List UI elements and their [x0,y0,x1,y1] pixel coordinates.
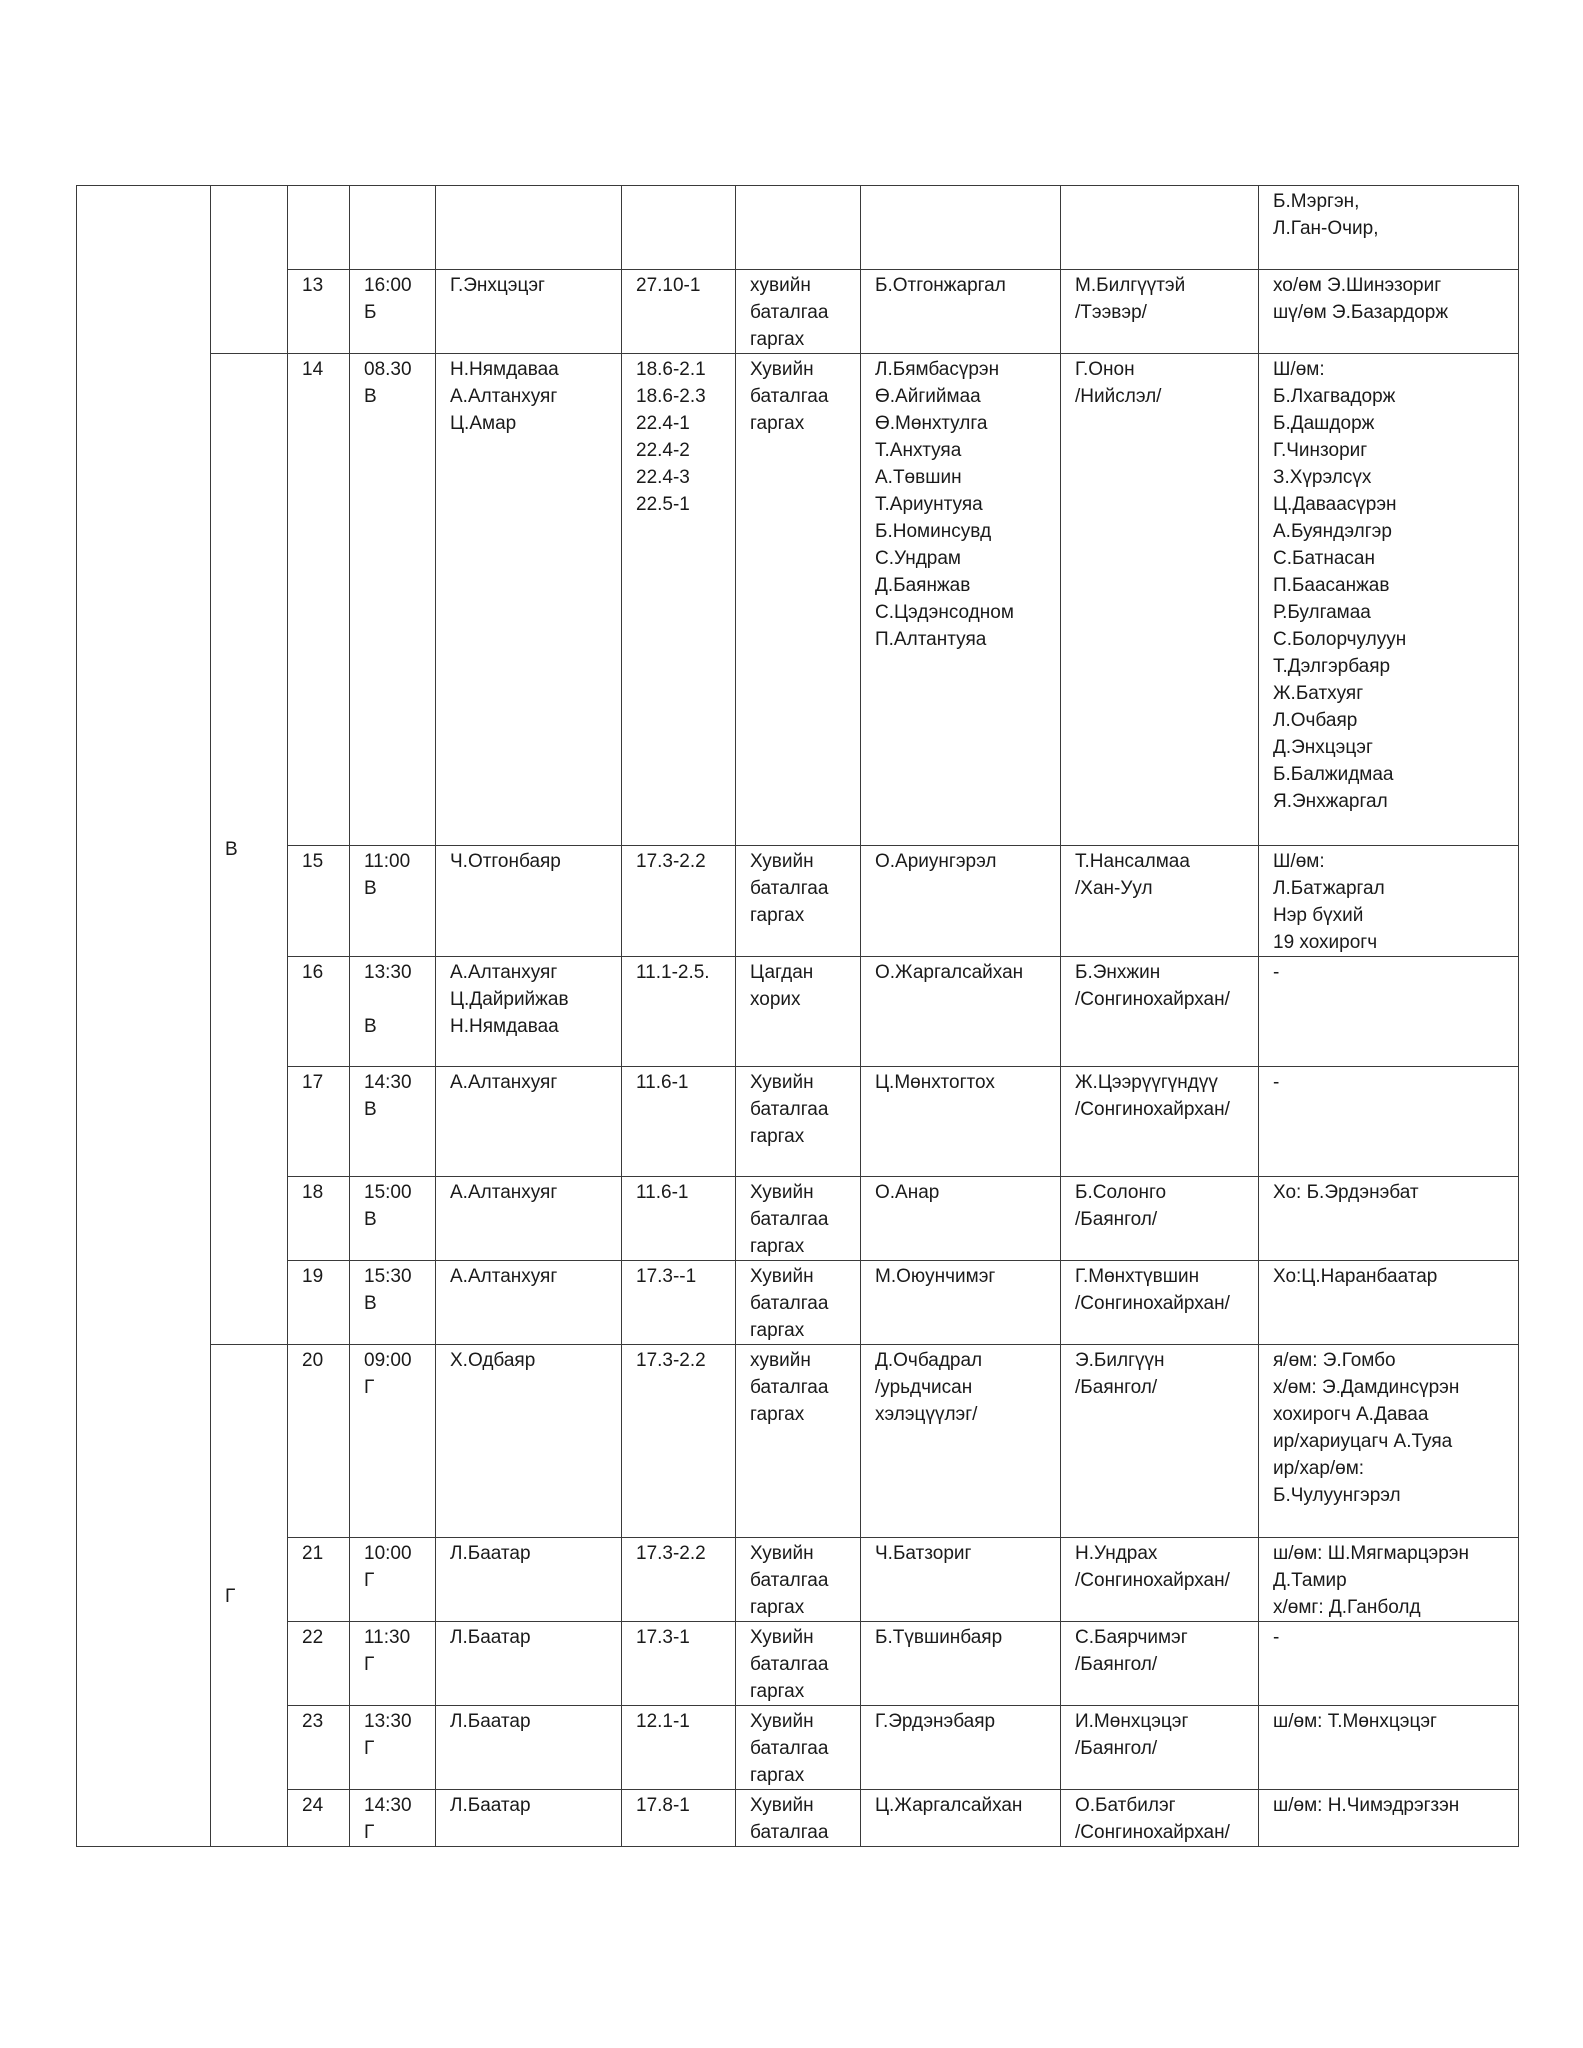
prosecutor-cell: Г.Мөнхтүвшин /Сонгинохайрхан/ [1061,1261,1259,1345]
table-row [77,846,1519,957]
judge-cell: Н.Нямдаваа А.Алтанхуяг Ц.Амар [436,354,622,846]
judge-cell: Х.Одбаяр [436,1345,622,1538]
number-cell: 24 [288,1790,350,1847]
accused-cell: Ц.Жаргалсайхан [861,1790,1061,1847]
article-cell: 11.6-1 [622,1067,736,1177]
notes-cell: Ш/өм: Б.Лхагвадорж Б.Дашдорж Г.Чинзориг З.Хүрэлсүх Ц.Даваасүрэн А.Буяндэлгэр С.Батнасан П.Баасанжав Р.Булгамаа С.Болорчулуун Т.Дэлгэрбаяр Ж.Батхуяг Л.Очбаяр Д.Энхцэцэг Б.Балжидмаа Я.Энхжаргал [1259,354,1519,846]
number-cell: 18 [288,1177,350,1261]
accused-cell: Л.Бямбасүрэн Ө.Айгиймаа Ө.Мөнхтулга Т.Анхтуяа А.Төвшин Т.Ариунтуяа Б.Номинсувд С.Ундрам Д.Баянжав С.Цэдэнсодном П.Алтантуяа [861,354,1061,846]
judge-cell: А.Алтанхуяг [436,1067,622,1177]
notes-cell: Хо: Б.Эрдэнэбат [1259,1177,1519,1261]
accused-cell: М.Оюунчимэг [861,1261,1061,1345]
judge-cell: А.Алтанхуяг [436,1177,622,1261]
number-cell: 16 [288,957,350,1067]
type-cell: Хувийн баталгаа гаргах [736,846,861,957]
group-cell-v: В [211,354,288,1345]
prosecutor-cell [1061,186,1259,270]
table-row [77,1067,1519,1177]
judge-cell: Г.Энхцэцэг [436,270,622,354]
accused-cell: О.Ариунгэрэл [861,846,1061,957]
judge-cell: А.Алтанхуяг [436,1261,622,1345]
table-row [77,354,1519,846]
time-cell: 11:00 В [350,846,436,957]
time-cell: 15:30 В [350,1261,436,1345]
article-cell: 12.1-1 [622,1706,736,1790]
notes-cell: ш/өм: Ш.Мягмарцэрэн Д.Тамир х/өмг: Д.Ганболд [1259,1538,1519,1622]
time-cell: 16:00 Б [350,270,436,354]
number-cell: 15 [288,846,350,957]
type-cell: Хувийн баталгаа гаргах [736,1538,861,1622]
number-cell: 13 [288,270,350,354]
prosecutor-cell: М.Билгүүтэй /Тээвэр/ [1061,270,1259,354]
table-row [77,1177,1519,1261]
accused-cell: Ц.Мөнхтогтох [861,1067,1061,1177]
prosecutor-cell: С.Баярчимэг /Баянгол/ [1061,1622,1259,1706]
notes-cell: - [1259,957,1519,1067]
judge-cell: Л.Баатар [436,1622,622,1706]
table-row [77,957,1519,1067]
time-cell: 13:30 В [350,957,436,1067]
number-cell: 19 [288,1261,350,1345]
notes-cell: хо/өм Э.Шинэзориг шү/өм Э.Базардорж [1259,270,1519,354]
notes-cell: ш/өм: Т.Мөнхцэцэг [1259,1706,1519,1790]
article-cell [622,186,736,270]
time-cell: 13:30 Г [350,1706,436,1790]
time-cell [350,186,436,270]
judge-cell: А.Алтанхуяг Ц.Дайрийжав Н.Нямдаваа [436,957,622,1067]
article-cell: 27.10-1 [622,270,736,354]
notes-cell: Хо:Ц.Наранбаатар [1259,1261,1519,1345]
group-cell-b [211,186,288,354]
number-cell: 21 [288,1538,350,1622]
type-cell: Хувийн баталгаа гаргах [736,1177,861,1261]
accused-cell: Г.Эрдэнэбаяр [861,1706,1061,1790]
number-cell: 22 [288,1622,350,1706]
accused-cell: Ч.Батзориг [861,1538,1061,1622]
number-cell [288,186,350,270]
type-cell: хувийн баталгаа гаргах [736,270,861,354]
accused-cell: Б.Отгонжаргал [861,270,1061,354]
notes-cell: - [1259,1622,1519,1706]
judge-cell: Ч.Отгонбаяр [436,846,622,957]
number-cell: 14 [288,354,350,846]
article-cell: 18.6-2.1 18.6-2.3 22.4-1 22.4-2 22.4-3 22.5-1 [622,354,736,846]
table-row [77,270,1519,354]
notes-cell: Ш/өм: Л.Батжаргал Нэр бүхий 19 хохирогч [1259,846,1519,957]
accused-cell: Б.Түвшинбаяр [861,1622,1061,1706]
time-cell: 11:30 Г [350,1622,436,1706]
time-cell: 10:00 Г [350,1538,436,1622]
prosecutor-cell: Г.Онон /Нийслэл/ [1061,354,1259,846]
type-cell: Хувийн баталгаа [736,1790,861,1847]
table-row [77,1261,1519,1345]
judge-cell [436,186,622,270]
notes-cell: - [1259,1067,1519,1177]
article-cell: 17.8-1 [622,1790,736,1847]
accused-cell: О.Жаргалсайхан [861,957,1061,1067]
number-cell: 17 [288,1067,350,1177]
table-row [77,1345,1519,1538]
prosecutor-cell: О.Батбилэг /Сонгинохайрхан/ [1061,1790,1259,1847]
prosecutor-cell: Т.Нансалмаа /Хан-Уул [1061,846,1259,957]
prosecutor-cell: Ж.Цээрүүгүндүү /Сонгинохайрхан/ [1061,1067,1259,1177]
table-row [77,186,1519,270]
type-cell [736,186,861,270]
table-row [77,1706,1519,1790]
document-page [76,185,1518,1847]
prosecutor-cell: И.Мөнхцэцэг /Баянгол/ [1061,1706,1259,1790]
accused-cell [861,186,1061,270]
notes-cell: Б.Мэргэн, Л.Ган-Очир, [1259,186,1519,270]
article-cell: 11.6-1 [622,1177,736,1261]
article-cell: 17.3-1 [622,1622,736,1706]
number-cell: 23 [288,1706,350,1790]
judge-cell: Л.Баатар [436,1706,622,1790]
prosecutor-cell: Н.Ундрах /Сонгинохайрхан/ [1061,1538,1259,1622]
notes-cell: я/өм: Э.Гомбо х/өм: Э.Дамдинсүрэн хохирогч А.Даваа ир/хариуцагч А.Туяа ир/хар/өм: Б.Чулуунгэрэл [1259,1345,1519,1538]
notes-cell: ш/өм: Н.Чимэдрэгзэн [1259,1790,1519,1847]
type-cell: Цагдан хорих [736,957,861,1067]
number-cell: 20 [288,1345,350,1538]
type-cell: Хувийн баталгаа гаргах [736,354,861,846]
table-row [77,1790,1519,1847]
time-cell: 14:30 Г [350,1790,436,1847]
group-cell-g: Г [211,1345,288,1847]
type-cell: Хувийн баталгаа гаргах [736,1261,861,1345]
article-cell: 17.3--1 [622,1261,736,1345]
accused-cell: О.Анар [861,1177,1061,1261]
time-cell: 14:30 В [350,1067,436,1177]
type-cell: Хувийн баталгаа гаргах [736,1622,861,1706]
prosecutor-cell: Б.Солонго /Баянгол/ [1061,1177,1259,1261]
article-cell: 17.3-2.2 [622,1345,736,1538]
accused-cell: Д.Очбадрал /урьдчисан хэлэцүүлэг/ [861,1345,1061,1538]
article-cell: 17.3-2.2 [622,1538,736,1622]
type-cell: Хувийн баталгаа гаргах [736,1067,861,1177]
prosecutor-cell: Б.Энхжин /Сонгинохайрхан/ [1061,957,1259,1067]
time-cell: 09:00 Г [350,1345,436,1538]
time-cell: 08.30 В [350,354,436,846]
time-cell: 15:00 В [350,1177,436,1261]
blank-column [77,186,211,1847]
type-cell: хувийн баталгаа гаргах [736,1345,861,1538]
type-cell: Хувийн баталгаа гаргах [736,1706,861,1790]
prosecutor-cell: Э.Билгүүн /Баянгол/ [1061,1345,1259,1538]
court-schedule-table [76,185,1519,1847]
article-cell: 17.3-2.2 [622,846,736,957]
judge-cell: Л.Баатар [436,1538,622,1622]
table-row [77,1622,1519,1706]
article-cell: 11.1-2.5. [622,957,736,1067]
table-row [77,1538,1519,1622]
judge-cell: Л.Баатар [436,1790,622,1847]
